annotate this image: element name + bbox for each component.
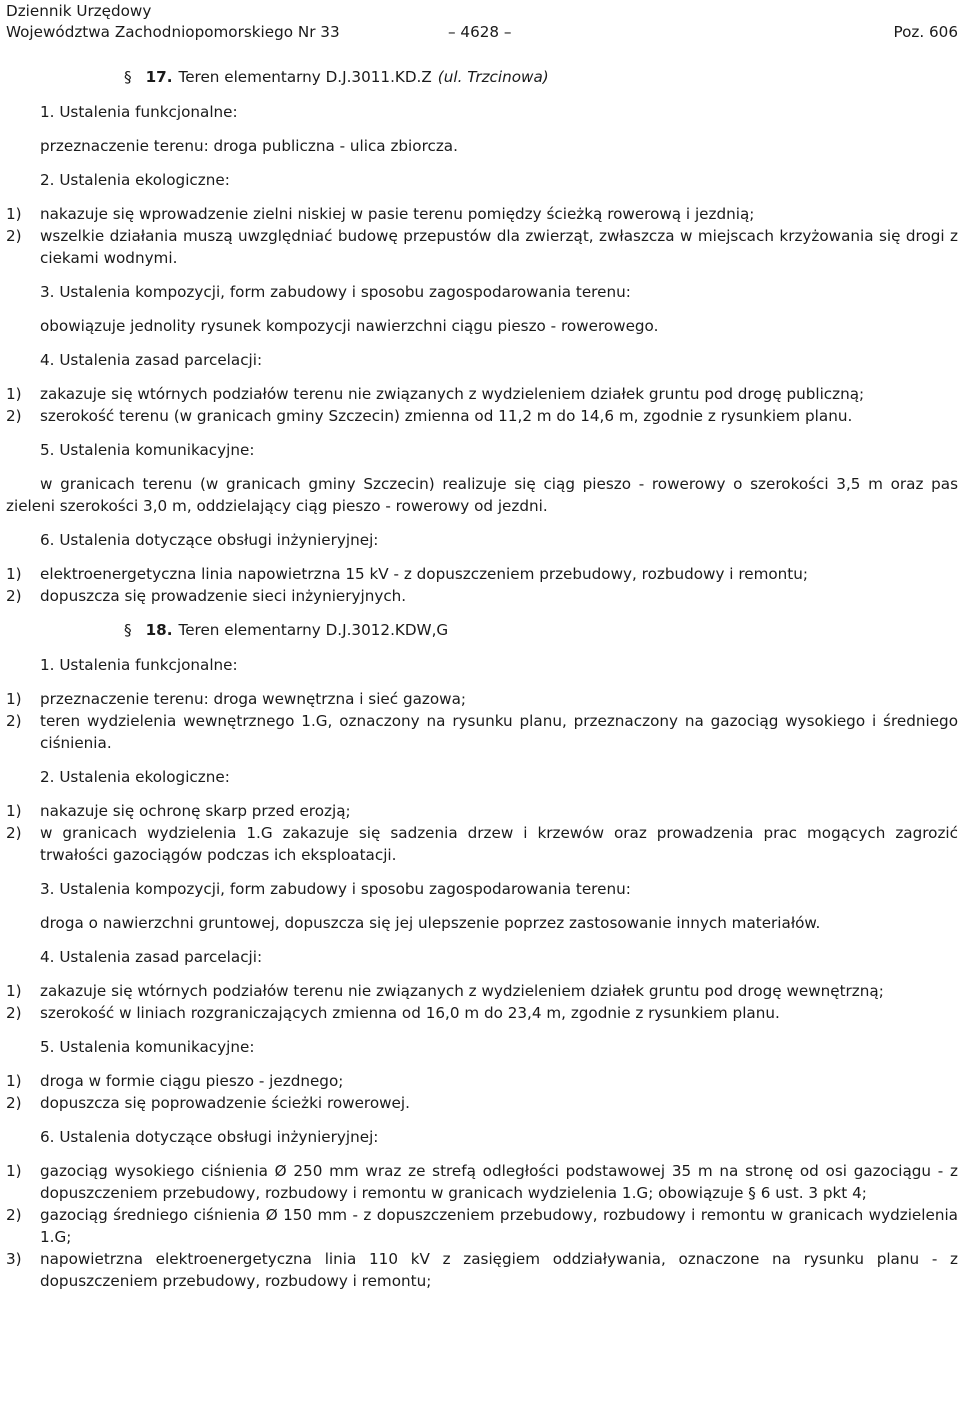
list-item <box>6 585 958 607</box>
spacer <box>6 427 958 439</box>
spacer <box>6 337 958 349</box>
spacer <box>6 1114 958 1126</box>
list-item-text: zakazuje się wtórnych podziałów terenu nie związanych z wydzieleniem działek gruntu pod drogę publiczną; <box>40 385 865 403</box>
list-item-text: wszelkie działania muszą uwzględniać budowę przepustów dla zwierząt, zwłaszcza w miejscach krzyżowania się drogi z ciekami wodnymi. <box>40 227 958 267</box>
list-item-text: nakazuje się wprowadzenie zielni niskiej w pasie terenu pomiędzy ścieżką rowerową i jezdnią; <box>40 205 755 223</box>
list-item <box>6 203 958 225</box>
list-item <box>6 1070 958 1092</box>
list-item-number: 1) <box>6 565 22 583</box>
subsection-heading: 1. Ustalenia funkcjonalne: <box>40 656 238 674</box>
list-item-text: nakazuje się ochronę skarp przed erozją; <box>40 802 351 820</box>
list-item <box>6 1092 958 1114</box>
list-item-number: 2) <box>6 712 22 730</box>
spacer <box>6 900 958 912</box>
spacer <box>6 1148 958 1160</box>
spacer <box>6 788 958 800</box>
list-item-text: dopuszcza się prowadzenie sieci inżynieryjnych. <box>40 587 407 605</box>
subsection-text: w granicach terenu (w granicach gminy Szczecin) realizuje się ciąg pieszo - rowerowy o szerokości 3,5 m oraz pas zieleni szerokości 3,0 m, oddzielający ciąg pieszo - rowerowy od jezdni. <box>6 475 958 515</box>
section-number: 17. <box>145 68 173 86</box>
subsection-heading: 5. Ustalenia komunikacyjne: <box>40 1038 255 1056</box>
page-number: – 4628 – <box>448 23 512 41</box>
list-item-text: przeznaczenie terenu: droga wewnętrzna i sieć gazowa; <box>40 690 466 708</box>
list-item-text: gazociąg średniego ciśnienia Ø 150 mm - z dopuszczeniem przebudowy, rozbudowy i remontu w granicach wydzielenia 1.G; <box>40 1206 958 1246</box>
section-title: Teren elementarny D.J.3012.KDW,G <box>178 621 449 639</box>
list-item-number: 2) <box>6 1004 22 1022</box>
spacer <box>6 866 958 878</box>
list-item-number: 2) <box>6 1206 22 1224</box>
spacer <box>6 1058 958 1070</box>
list-item <box>6 1160 958 1204</box>
section-number: 18. <box>145 621 173 639</box>
section-heading <box>124 619 958 642</box>
list-item <box>6 980 958 1002</box>
list-item-number: 2) <box>6 824 22 842</box>
subsection-text: przeznaczenie terenu: droga publiczna - ulica zbiorcza. <box>40 137 458 155</box>
list-item-text: elektroenergetyczna linia napowietrzna 15 kV - z dopuszczeniem przebudowy, rozbudowy i remontu; <box>40 565 808 583</box>
spacer <box>6 642 958 654</box>
spacer <box>6 157 958 169</box>
section-heading <box>124 66 958 89</box>
spacer <box>6 607 958 619</box>
spacer <box>6 1024 958 1036</box>
list-item-number: 1) <box>6 982 22 1000</box>
subsection-heading: 3. Ustalenia kompozycji, form zabudowy i sposobu zagospodarowania terenu: <box>40 283 631 301</box>
subsection-text: droga o nawierzchni gruntowej, dopuszcza się jej ulepszenie poprzez zastosowanie innych materiałów. <box>40 914 821 932</box>
list-item-text: napowietrzna elektroenergetyczna linia 110 kV z zasięgiem oddziaływania, oznaczone na rysunku planu - z dopuszczeniem przebudowy, rozbudowy i remontu; <box>40 1250 958 1290</box>
list-item-text: w granicach wydzielenia 1.G zakazuje się sadzenia drzew i krzewów oraz prowadzenia prac mogących zagrozić trwałości gazociągów podczas ich eksploatacji. <box>40 824 958 864</box>
spacer <box>6 934 958 946</box>
subsection-heading: 1. Ustalenia funkcjonalne: <box>40 103 238 121</box>
list-item <box>6 1002 958 1024</box>
list-item-text: szerokość terenu (w granicach gminy Szczecin) zmienna od 11,2 m do 14,6 m, zgodnie z rysunkiem planu. <box>40 407 853 425</box>
list-item-number: 2) <box>6 1094 22 1112</box>
list-item-text: droga w formie ciągu pieszo - jezdnego; <box>40 1072 344 1090</box>
list-item-text: gazociąg wysokiego ciśnienia Ø 250 mm wraz ze strefą odległości podstawowej 35 m na stronę od osi gazociągu - z dopuszczeniem przebudowy, rozbudowy i remontu w granicach wydzielenia 1.G; obowiązuje § 6 ust. 3 pkt 4; <box>40 1162 958 1202</box>
spacer <box>6 461 958 473</box>
list-item-text: teren wydzielenia wewnętrznego 1.G, oznaczony na rysunku planu, przeznaczony na gazociąg wysokiego i średniego ciśnienia. <box>40 712 958 752</box>
list-item-number: 1) <box>6 1072 22 1090</box>
spacer <box>6 754 958 766</box>
subsection-heading: 6. Ustalenia dotyczące obsługi inżynieryjnej: <box>40 531 379 549</box>
list-item-number: 1) <box>6 205 22 223</box>
spacer <box>6 191 958 203</box>
subsection-heading: 2. Ustalenia ekologiczne: <box>40 171 230 189</box>
subsection-heading: 3. Ustalenia kompozycji, form zabudowy i sposobu zagospodarowania terenu: <box>40 880 631 898</box>
list-item <box>6 710 958 754</box>
paragraph-sign: § <box>124 68 132 86</box>
spacer <box>6 968 958 980</box>
journal-title: Dziennik Urzędowy <box>6 2 152 20</box>
list-item-number: 1) <box>6 1162 22 1180</box>
subsection-heading: 5. Ustalenia komunikacyjne: <box>40 441 255 459</box>
list-item <box>6 822 958 866</box>
page-header <box>6 0 958 44</box>
list-item <box>6 225 958 269</box>
spacer <box>6 551 958 563</box>
position-number: Poz. 606 <box>893 23 958 41</box>
list-item-text: zakazuje się wtórnych podziałów terenu nie związanych z wydzieleniem działek gruntu pod drogę wewnętrzną; <box>40 982 884 1000</box>
spacer <box>6 1292 958 1304</box>
spacer <box>6 269 958 281</box>
list-item-number: 2) <box>6 587 22 605</box>
section-title: Teren elementarny D.J.3011.KD.Z <box>178 68 432 86</box>
spacer <box>6 303 958 315</box>
spacer <box>6 676 958 688</box>
spacer <box>6 517 958 529</box>
subsection-heading: 4. Ustalenia zasad parcelacji: <box>40 948 263 966</box>
list-item <box>6 383 958 405</box>
list-item <box>6 688 958 710</box>
paragraph-sign: § <box>124 621 132 639</box>
section-subtitle: (ul. Trzcinowa) <box>437 68 549 86</box>
list-item-number: 2) <box>6 407 22 425</box>
spacer <box>6 123 958 135</box>
voivodeship-issue: Województwa Zachodniopomorskiego Nr 33 <box>6 23 340 41</box>
list-item-text: dopuszcza się poprowadzenie ścieżki rowerowej. <box>40 1094 410 1112</box>
list-item <box>6 405 958 427</box>
spacer <box>6 89 958 101</box>
list-item-text: szerokość w liniach rozgraniczających zmienna od 16,0 m do 23,4 m, zgodnie z rysunkiem planu. <box>40 1004 780 1022</box>
list-item-number: 3) <box>6 1250 22 1268</box>
list-item <box>6 1248 958 1292</box>
list-item-number: 1) <box>6 690 22 708</box>
spacer <box>6 371 958 383</box>
list-item <box>6 800 958 822</box>
subsection-heading: 6. Ustalenia dotyczące obsługi inżynieryjnej: <box>40 1128 379 1146</box>
list-item <box>6 1204 958 1248</box>
subsection-heading: 4. Ustalenia zasad parcelacji: <box>40 351 263 369</box>
subsection-heading: 2. Ustalenia ekologiczne: <box>40 768 230 786</box>
list-item <box>6 563 958 585</box>
list-item-number: 1) <box>6 802 22 820</box>
subsection-text: obowiązuje jednolity rysunek kompozycji nawierzchni ciągu pieszo - rowerowego. <box>40 317 659 335</box>
list-item-number: 2) <box>6 227 22 245</box>
list-item-number: 1) <box>6 385 22 403</box>
document-body <box>6 66 958 1304</box>
